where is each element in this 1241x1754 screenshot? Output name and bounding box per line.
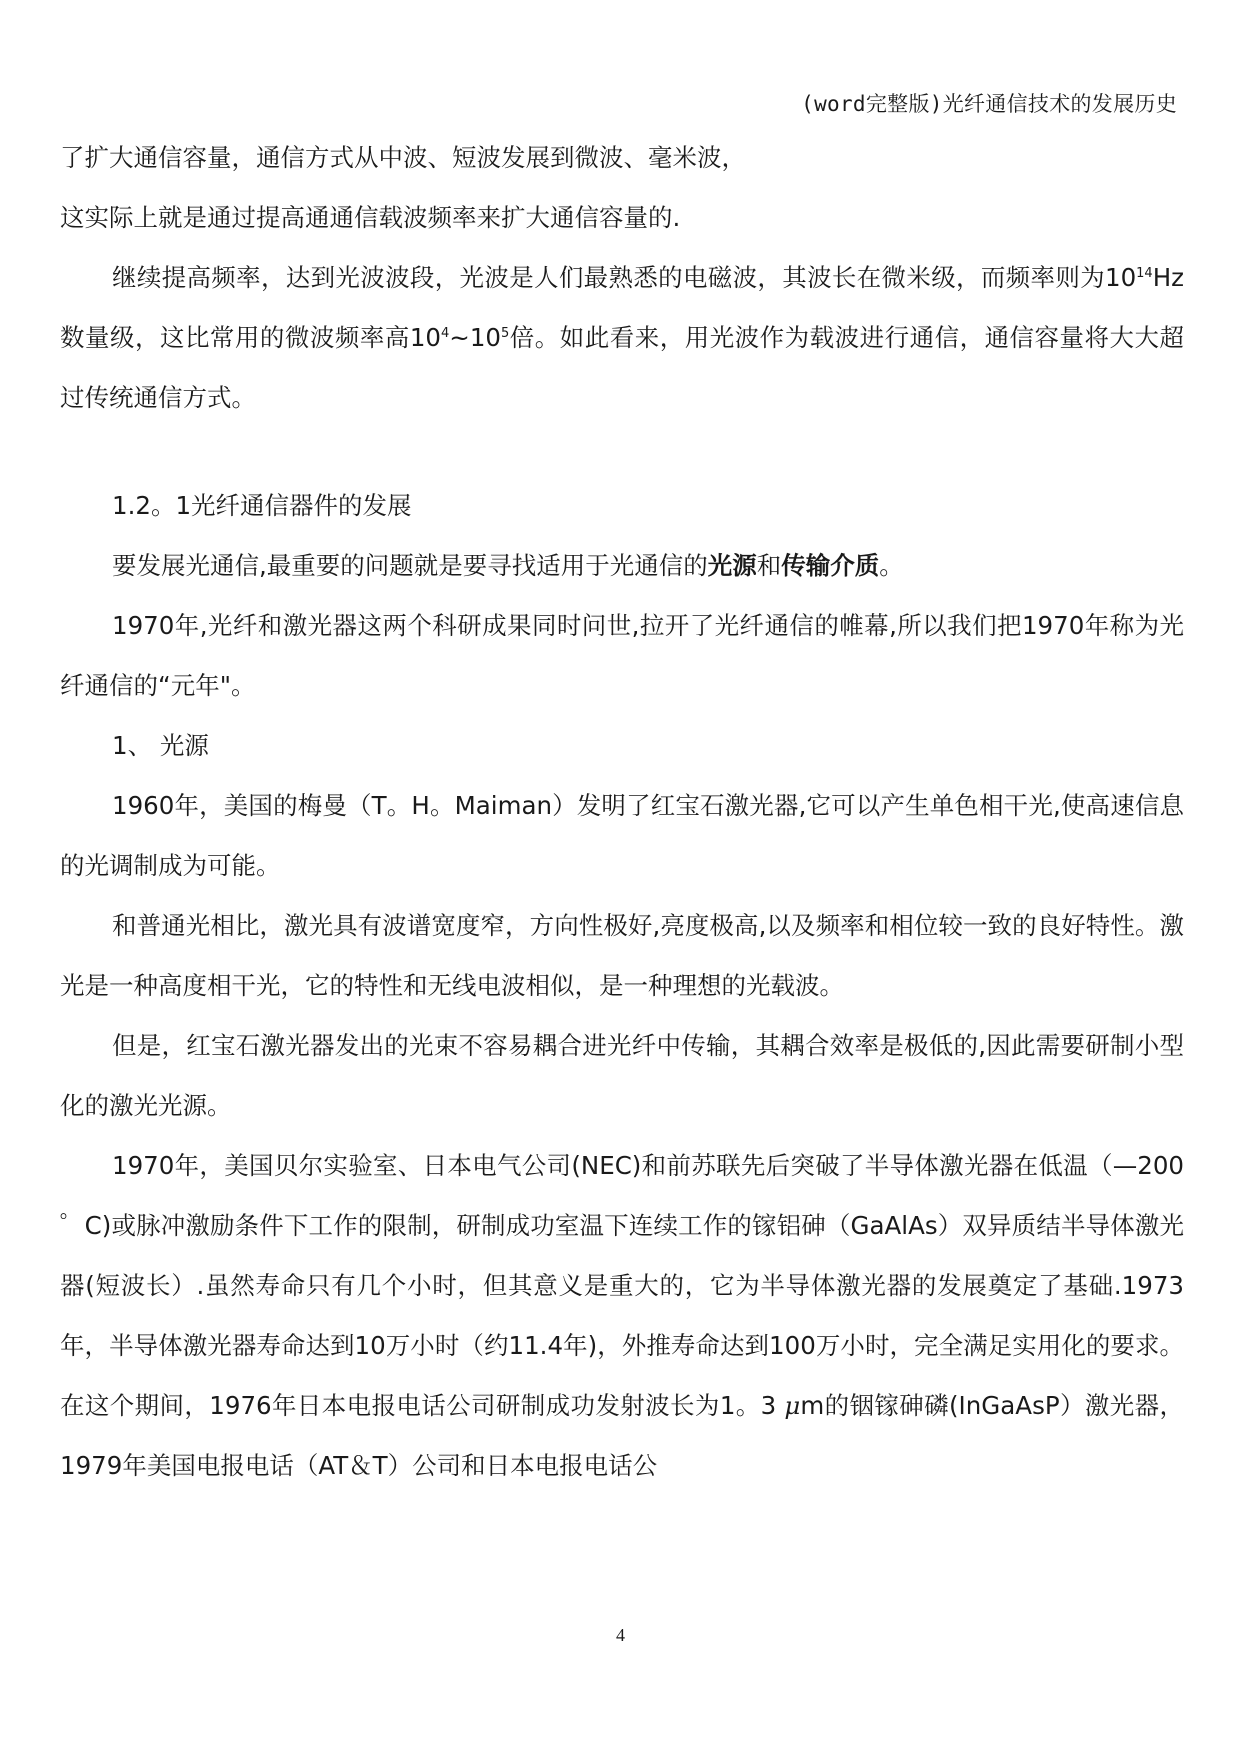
paragraph-7: 和普通光相比，激光具有波谱宽度窄，方向性极好,亮度极高,以及频率和相位较一致的良好特性。激光是一种高度相干光，它的特性和无线电波相似，是一种理想的光载波。 <box>60 911 1184 1000</box>
paragraph-9-text-a: 1970年，美国贝尔实验室、日本电气公司(NEC)和前苏联先后突破了半导体激光器在低温（—200 ゜C)或脉冲激励条件下工作的限制，研制成功室温下连续工作的镓铝砷（GaAlAs）双异质结半导体激光器(短波长）.虽然寿命只有几个小时，但其意义是重大的，它为半导体激光器的发展奠定了基础.1973年，半导体激光器寿命达到10万小时（约11.4年)，外推寿命达到100万小时，完全满足实用化的要求。在这个期间，1976年日本电报电话公司研制成功发射波长为1。3 <box>60 1151 1184 1420</box>
paragraph-4-text-b: 和 <box>756 551 782 580</box>
paragraph-2: 这实际上就是通过提高通通信载波频率来扩大通信容量的. <box>60 203 681 232</box>
paragraph-3-text-c: ~10 <box>449 323 502 352</box>
paragraph-5: 1970年,光纤和激光器这两个科研成果同时问世,拉开了光纤通信的帷幕,所以我们把1970年称为光纤通信的“元年"。 <box>60 611 1184 700</box>
superscript-4: 4 <box>441 325 450 341</box>
paragraph-3-text-b: Hz数量级，这比常用的微波频率高10 <box>60 263 1184 352</box>
superscript-14: 14 <box>1136 265 1153 281</box>
paragraph-4-text-c: 。 <box>879 551 904 580</box>
paragraph-4-text-a: 要发展光通信,最重要的问题就是要寻找适用于光通信的 <box>112 551 708 580</box>
paragraph-9 <box>60 1136 1184 1496</box>
paragraph-3-text-a: 继续提高频率，达到光波波段，光波是人们最熟悉的电磁波，其波长在微米级，而频率则为10 <box>112 263 1137 292</box>
running-header: (word完整版)光纤通信技术的发展历史 <box>801 92 1177 116</box>
paragraph-9-text-b: m的铟镓砷磷(InGaAsP）激光器，1979年美国电报电话（AT＆T）公司和日本电报电话公 <box>60 1391 1184 1480</box>
paragraph-3 <box>60 248 1184 428</box>
superscript-5: 5 <box>501 325 510 341</box>
bold-transmission-medium: 传输介质 <box>781 551 880 580</box>
micro-symbol: μ <box>784 1391 801 1420</box>
section-heading: 1.2。1光纤通信器件的发展 <box>112 491 412 520</box>
paragraph-6: 1960年，美国的梅曼（T。H。Maiman）发明了红宝石激光器,它可以产生单色相干光,使高速信息的光调制成为可能。 <box>60 791 1184 880</box>
document-body <box>60 128 1184 1496</box>
paragraph-1: 了扩大通信容量，通信方式从中波、短波发展到微波、毫米波， <box>60 143 746 172</box>
list-item-light-source: 1、 光源 <box>112 731 209 760</box>
paragraph-gap <box>60 428 1184 476</box>
page-number: 4 <box>616 1625 625 1645</box>
paragraph-4 <box>60 536 1184 596</box>
paragraph-3-text-d: 倍。如此看来，用光波作为载波进行通信，通信容量将大大超过传统通信方式。 <box>60 323 1184 412</box>
bold-light-source: 光源 <box>707 551 757 580</box>
paragraph-8: 但是，红宝石激光器发出的光束不容易耦合进光纤中传输，其耦合效率是极低的,因此需要研制小型化的激光光源。 <box>60 1031 1184 1120</box>
